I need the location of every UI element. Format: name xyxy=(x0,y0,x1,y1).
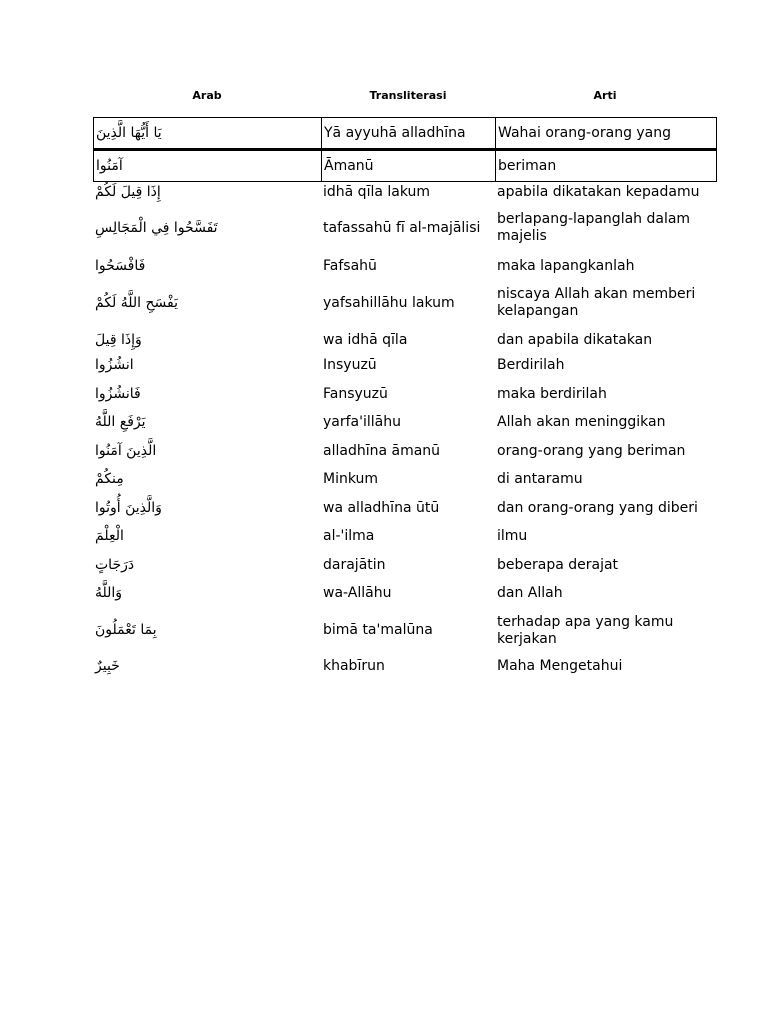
transliterasi-cell: bimā ta'malūna xyxy=(323,622,433,638)
transliterasi-cell: idhā qīla lakum xyxy=(323,183,431,200)
transliterasi-cell: wa-Allāhu xyxy=(323,585,392,601)
arti-cell: beberapa derajat xyxy=(497,556,619,573)
table-row xyxy=(93,351,715,380)
table-row xyxy=(93,494,715,522)
arab-cell xyxy=(93,258,321,275)
arab-text: الْعِلْمَ xyxy=(95,528,124,544)
transliterasi-cell: alladhīna āmanū xyxy=(323,442,441,459)
arab-cell xyxy=(93,386,321,403)
table-row xyxy=(93,148,717,182)
arti-cell: berlapang-lapanglah dalam majelis xyxy=(497,211,691,244)
arab-text: آمَنُوا xyxy=(96,157,123,174)
table-row xyxy=(93,380,715,408)
table-row xyxy=(93,255,715,277)
arti-cell: beriman xyxy=(498,157,557,174)
arab-text: دَرَجَاتٍ xyxy=(95,556,135,573)
arab-text: وَالَّذِينَ أُوتُوا xyxy=(95,499,162,516)
transliterasi-cell: wa alladhīna ūtū xyxy=(323,499,440,516)
arab-cell xyxy=(93,471,321,488)
arab-cell xyxy=(94,118,322,148)
arti-cell: Maha Mengetahui xyxy=(497,657,623,674)
arab-text: وَإِذَا قِيلَ xyxy=(95,331,142,348)
transliterasi-cell: Insyuzū xyxy=(323,357,377,373)
column-header-arab: Arab xyxy=(192,89,222,102)
arti-cell: maka berdirilah xyxy=(497,385,607,402)
arti-cell: dan apabila dikatakan xyxy=(497,331,653,348)
arti-cell: Allah akan meninggikan xyxy=(497,414,666,430)
arti-cell: orang-orang yang beriman xyxy=(497,442,686,459)
arab-cell xyxy=(93,184,321,201)
arab-cell xyxy=(93,332,321,349)
transliterasi-cell: khabīrun xyxy=(323,657,385,674)
arab-text: إِذَا قِيلَ لَكُمْ xyxy=(95,183,161,200)
transliterasi-cell: wa idhā qīla xyxy=(323,331,408,348)
arab-cell xyxy=(93,622,321,639)
arti-cell: ilmu xyxy=(497,528,528,544)
transliterasi-cell: yarfa'illāhu xyxy=(323,414,401,430)
arab-cell xyxy=(93,414,321,431)
arab-text: خَبِيرٌ xyxy=(95,657,120,674)
table-row xyxy=(93,551,715,579)
arti-cell: dan Allah xyxy=(497,585,563,601)
column-header-arti: Arti xyxy=(593,89,617,102)
table-row xyxy=(93,608,715,653)
transliterasi-cell: Minkum xyxy=(323,471,379,487)
arab-text: مِنكُمْ xyxy=(95,471,124,487)
column-header-transliterasi: Transliterasi xyxy=(369,89,447,102)
table-row xyxy=(93,437,715,465)
transliterasi-cell: Yā ayyuhā alladhīna xyxy=(322,118,496,148)
table-row xyxy=(93,522,715,551)
table-row xyxy=(93,183,715,201)
arab-text: يَفْسَحِ اللَّهُ لَكُمْ xyxy=(95,294,179,311)
table-row xyxy=(93,579,715,608)
arab-cell xyxy=(93,528,321,545)
arab-text: الَّذِينَ آمَنُوا xyxy=(95,442,157,459)
table-row xyxy=(93,653,715,679)
transliterasi-cell: Āmanū xyxy=(322,151,496,181)
arti-cell: Berdirilah xyxy=(497,357,565,373)
vocabulary-table xyxy=(93,117,715,679)
arab-text: فَافْسَحُوا xyxy=(95,257,146,274)
arab-cell xyxy=(94,151,322,181)
arti-cell: terhadap apa yang kamu kerjakan xyxy=(497,613,674,647)
arti-cell: apabila dikatakan kepadamu xyxy=(497,183,700,200)
transliterasi-cell: tafassahū fī al-majālisi xyxy=(323,219,481,236)
arti-cell: di antaramu xyxy=(497,471,583,487)
table-row xyxy=(93,465,715,494)
arab-cell xyxy=(93,585,321,602)
transliterasi-cell: al-'ilma xyxy=(323,528,375,544)
arab-cell xyxy=(93,557,321,574)
transliterasi-cell: Fafsahū xyxy=(323,257,377,274)
table-row xyxy=(93,201,715,255)
table-row xyxy=(93,277,715,329)
transliterasi-cell: darajātin xyxy=(323,556,386,573)
table-row xyxy=(93,329,715,351)
table-row xyxy=(93,408,715,437)
arab-cell xyxy=(93,220,321,237)
arab-cell xyxy=(93,500,321,517)
arti-cell: maka lapangkanlah xyxy=(497,257,635,274)
arab-text: بِمَا تَعْمَلُونَ xyxy=(95,622,157,638)
arab-text: وَاللَّهُ xyxy=(95,585,123,601)
arab-cell xyxy=(93,443,321,460)
arti-cell: Wahai orang-orang yang xyxy=(498,124,672,141)
arab-cell xyxy=(93,658,321,675)
transliterasi-cell: Fansyuzū xyxy=(323,385,388,402)
arti-cell: dan orang-orang yang diberi xyxy=(497,499,698,516)
transliterasi-cell: yafsahillāhu lakum xyxy=(323,294,455,311)
arab-text: انشُزُوا xyxy=(95,357,134,373)
arab-cell xyxy=(93,357,321,374)
arab-text: يَا أَيُّهَا الَّذِينَ xyxy=(96,124,162,141)
arab-text: فَانشُزُوا xyxy=(95,385,141,402)
arab-text: تَفَسَّحُوا فِي الْمَجَالِسِ xyxy=(95,219,218,236)
arab-cell xyxy=(93,295,321,312)
arab-text: يَرْفَعِ اللَّهُ xyxy=(95,414,146,430)
table-row xyxy=(93,117,717,148)
arti-cell: niscaya Allah akan memberi kelapangan xyxy=(497,286,696,319)
